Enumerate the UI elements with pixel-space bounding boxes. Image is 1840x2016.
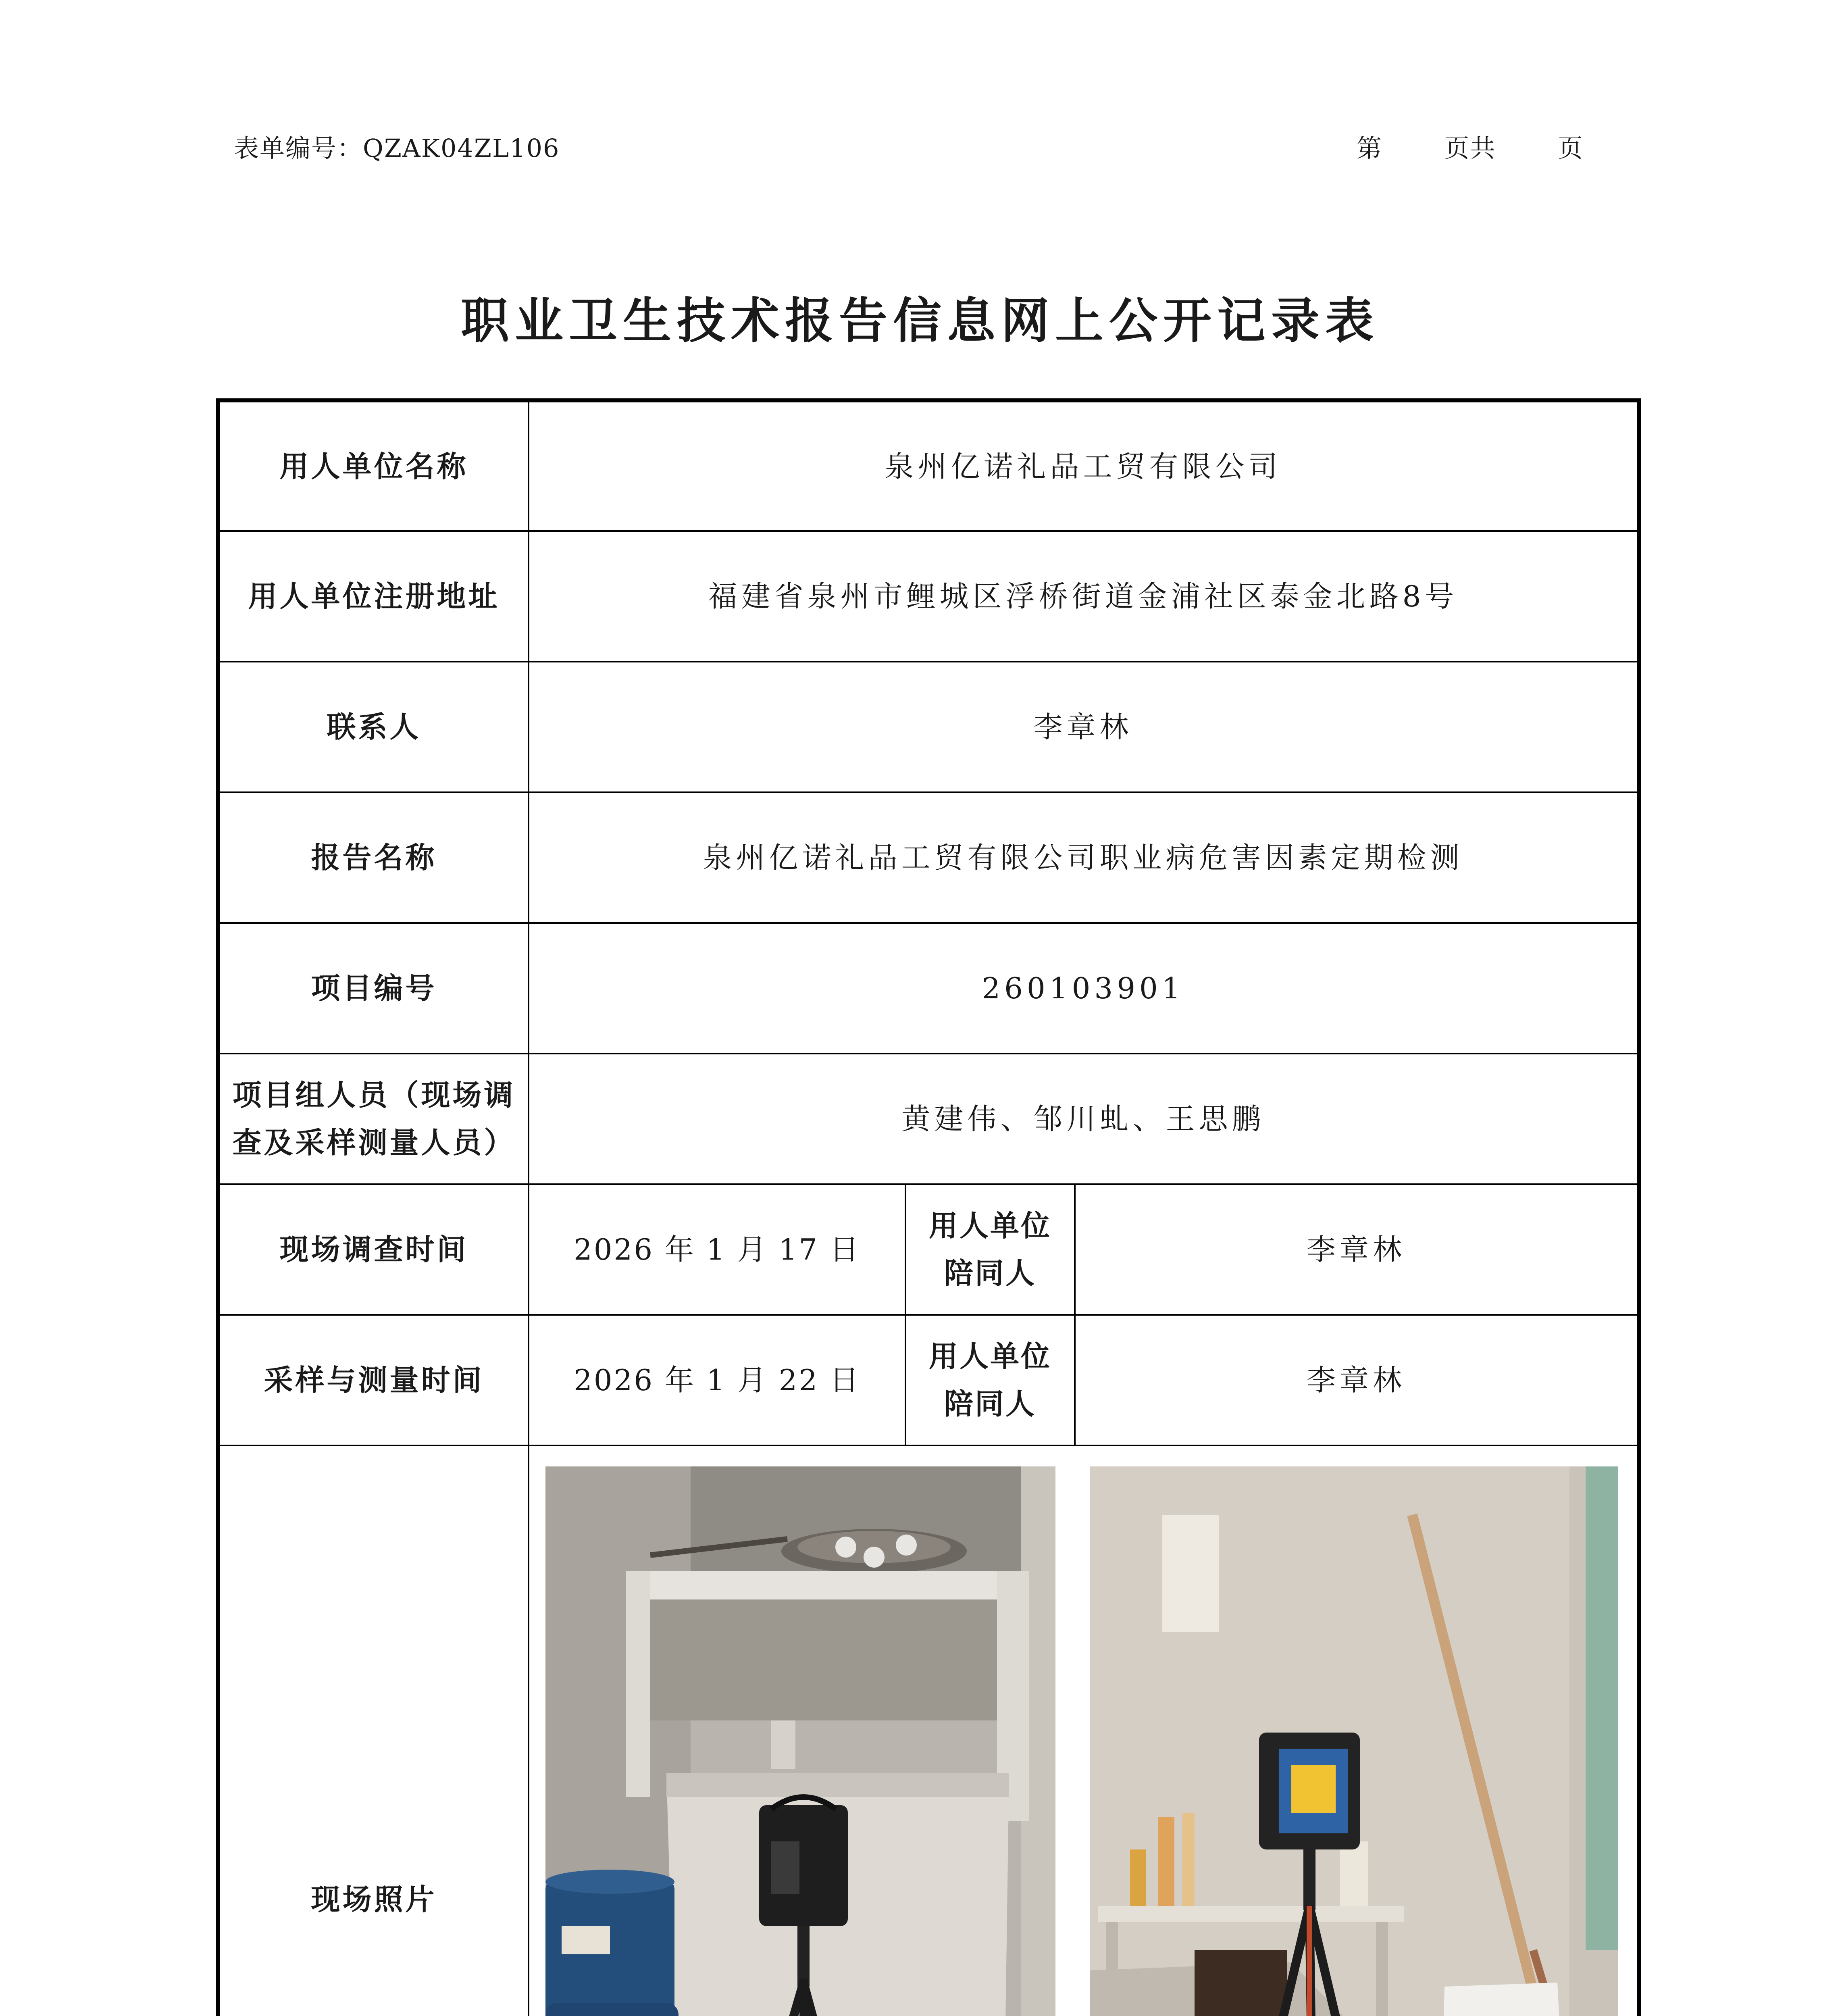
survey-companion-value: 李章林 <box>1075 1184 1639 1315</box>
page-info-part-1: 第 <box>1357 133 1383 163</box>
registered-address-value: 福建省泉州市鲤城区浮桥街道金浦社区泰金北路8号 <box>529 531 1639 662</box>
page-info <box>1357 128 1584 164</box>
survey-companion-label <box>905 1184 1075 1315</box>
sampling-companion-value: 李章林 <box>1075 1315 1639 1445</box>
site-photos-label: 现场照片 <box>218 1445 529 2016</box>
sampling-companion-label-line1: 用人单位 <box>928 1339 1051 1373</box>
sampling-time-value: 2026 年 1 月 22 日 <box>529 1315 905 1445</box>
row-site-photos <box>218 1445 1639 2016</box>
registered-address-label: 用人单位注册地址 <box>218 531 529 662</box>
site-photos-cell <box>529 1445 1639 2016</box>
survey-time-value: 2026 年 1 月 17 日 <box>529 1184 905 1315</box>
page-info-part-2: 页共 <box>1444 133 1496 163</box>
site-photo-2 <box>1090 1466 1618 2016</box>
site-photo-2-image <box>1090 1466 1618 2016</box>
sampling-companion-label <box>905 1315 1075 1445</box>
row-report-name <box>218 792 1639 923</box>
form-number-label: 表单编号： <box>234 133 363 163</box>
project-number-value: 260103901 <box>529 923 1639 1054</box>
team-members-label <box>218 1054 529 1184</box>
sampling-time-label: 采样与测量时间 <box>218 1315 529 1445</box>
survey-companion-label-line2: 陪同人 <box>944 1256 1036 1290</box>
record-table <box>216 398 1641 2016</box>
site-photo-1-image <box>545 1466 1055 2016</box>
page-title: 职业卫生技术报告信息网上公开记录表 <box>461 292 1379 349</box>
employer-name-value: 泉州亿诺礼品工贸有限公司 <box>529 400 1639 531</box>
form-number <box>234 128 560 164</box>
row-registered-address <box>218 531 1639 662</box>
contact-label: 联系人 <box>218 662 529 792</box>
row-employer-name <box>218 400 1639 531</box>
report-name-label: 报告名称 <box>218 792 529 923</box>
employer-name-label: 用人单位名称 <box>218 400 529 531</box>
row-project-number <box>218 923 1639 1054</box>
team-members-value: 黄建伟、邹川虬、王思鹏 <box>529 1054 1639 1184</box>
row-survey-time <box>218 1184 1639 1315</box>
form-number-value: QZAK04ZL106 <box>363 133 560 163</box>
team-members-label-line1: 项目组人员（现场调 <box>232 1078 516 1112</box>
site-photo-1 <box>545 1466 1055 2016</box>
row-sampling-time <box>218 1315 1639 1445</box>
contact-value: 李章林 <box>529 662 1639 792</box>
row-contact <box>218 662 1639 792</box>
sampling-companion-label-line2: 陪同人 <box>944 1387 1036 1421</box>
team-members-label-line2: 查及采样测量人员） <box>232 1126 516 1160</box>
page-info-part-3: 页 <box>1557 133 1584 163</box>
report-name-value: 泉州亿诺礼品工贸有限公司职业病危害因素定期检测 <box>529 792 1639 923</box>
project-number-label: 项目编号 <box>218 923 529 1054</box>
survey-time-label: 现场调查时间 <box>218 1184 529 1315</box>
survey-companion-label-line1: 用人单位 <box>928 1209 1051 1243</box>
row-team-members <box>218 1054 1639 1184</box>
photos-container <box>529 1446 1637 2016</box>
